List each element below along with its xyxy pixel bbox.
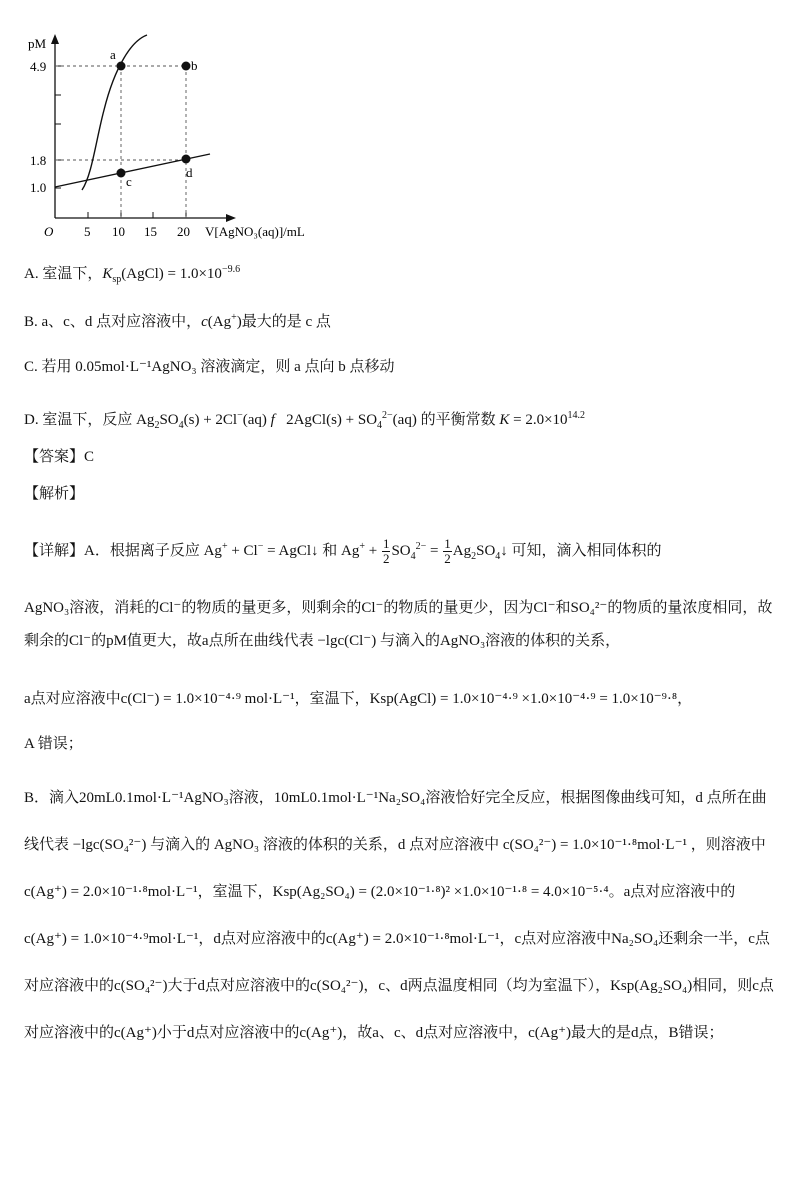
point-a	[117, 62, 126, 71]
point-label-d: d	[186, 165, 193, 180]
x-tick-label-10: 10	[112, 224, 125, 239]
point-label-b: b	[191, 58, 198, 73]
x-axis-arrow	[226, 214, 236, 222]
option-b-tail: 最大的是 c 点	[241, 314, 331, 330]
y-tick-label-4.9: 4.9	[30, 59, 47, 74]
point-label-c: c	[126, 174, 132, 189]
answer-label: 【答案】C	[24, 449, 95, 465]
detail-lead: 【详解】A．根据离子反应	[24, 543, 200, 559]
detail-and: 和	[322, 543, 338, 559]
x-tick-label-20: 20	[177, 224, 190, 239]
option-b-prefix: B. a、c、d 点对应溶液中，	[24, 314, 202, 330]
y-axis-arrow	[51, 34, 59, 44]
option-d-suffix: 的平衡常数	[420, 412, 496, 428]
detail-line-1: 【详解】A．根据离子反应 Ag+ + Cl− = AgCl↓ 和 Ag+ + $\frac{1}{2}$ $SO_4^{2-}$ = $\frac{1}{2}$ $Ag_2SO_4↓$ 可知，滴入相同体积的	[24, 536, 662, 567]
analysis-label: 【解析】	[24, 486, 85, 502]
y-tick-label-1.0: 1.0	[30, 180, 47, 195]
detail-paragraph-a: AgNO₃溶液，消耗的Cl⁻的物质的量更多，则剩余的Cl⁻的物质的量更少，因为Cl⁻和SO₄²⁻的物质的量浓度相同，故剩余的Cl⁻的pM值更大，故a点所在曲线代表 −lgc(Cl⁻) 与滴入的AgNO₃溶液的体积的关系，	[24, 600, 773, 649]
option-a-expr: $K_{sp}(AgCl) = 1.0\times 10^{-9.6}$	[102, 264, 241, 285]
option-b: B. a、c、d 点对应溶液中，c(Ag+)最大的是 c 点	[24, 312, 331, 330]
detail-tail: 可知，滴入相同体积的	[511, 543, 662, 559]
detail-line-a-end: A 错误；	[24, 736, 83, 752]
x-axis-label: V[AgNO₃(aq)]/mL	[205, 224, 305, 239]
point-label-a: a	[110, 47, 116, 62]
option-d-prefix: D. 室温下，反应	[24, 412, 133, 428]
option-a	[24, 259, 240, 291]
y-axis-label: pM	[28, 36, 47, 51]
detail-paragraph-b: B．滴入20mL0.1mol·L⁻¹AgNO₃溶液，10mL0.1mol·L⁻¹Na₂SO₄溶液恰好完全反应，根据图像曲线可知，d 点所在曲线代表 −lgc(SO₄²⁻) 与滴入的 AgNO₃ 溶液的体积的关系，d 点对应溶液中 c(SO₄²⁻) = 1.0×10⁻¹·⁸mol·L⁻¹ ，则溶液中 c(Ag⁺) = 2.0×10⁻¹·⁸mol·L⁻¹，室温下，Ksp(Ag₂SO₄) = (2.0×10⁻¹·⁸)² ×1.0×10⁻¹·⁸ = 4.0×10⁻⁵·⁴。a点对应溶液中的c(Ag⁺) = 1.0×10⁻⁴·⁹mol·L⁻¹，d点对应溶液中的c(Ag⁺) = 2.0×10⁻¹·⁸mol·L⁻¹，c点对应溶液中Na₂SO₄还剩余一半，c点对应溶液中的c(SO₄²⁻)大于d点对应溶液中的c(SO₄²⁻)，c、d两点温度相同（均为室温下），Ksp(Ag₂SO₄)相同，则c点对应溶液中的c(Ag⁺)小于d点对应溶液中的c(Ag⁺)，故a、c、d点对应溶液中，c(Ag⁺)最大的是d点，B错误；	[24, 790, 774, 1041]
point-b	[182, 62, 191, 71]
titration-graph	[0, 0, 330, 250]
origin-label: O	[44, 224, 54, 239]
point-c	[117, 169, 126, 178]
detail-line-a-result: a点对应溶液中c(Cl⁻) = 1.0×10⁻⁴·⁹ mol·L⁻¹，室温下，Ksp(AgCl) = 1.0×10⁻⁴·⁹ ×1.0×10⁻⁴·⁹ = 1.0×10⁻⁹·⁸，	[24, 691, 693, 707]
x-tick-label-15: 15	[144, 224, 157, 239]
y-tick-label-1.8: 1.8	[30, 153, 47, 168]
option-d: D. 室温下，反应 $Ag_2SO_4(s) + 2Cl^-(aq)$ f 2AgCl(s) + $SO_4^{2-}(aq)$ 的平衡常数 $K = 2.0\times 10^{14.2}$	[24, 410, 586, 431]
x-tick-label-5: 5	[84, 224, 91, 239]
option-a-prefix: A. 室温下，	[24, 266, 103, 282]
point-d	[182, 155, 191, 164]
option-c: C. 若用 0.05mol·L⁻¹AgNO₃ 溶液滴定，则 a 点向 b 点移动	[24, 359, 395, 375]
